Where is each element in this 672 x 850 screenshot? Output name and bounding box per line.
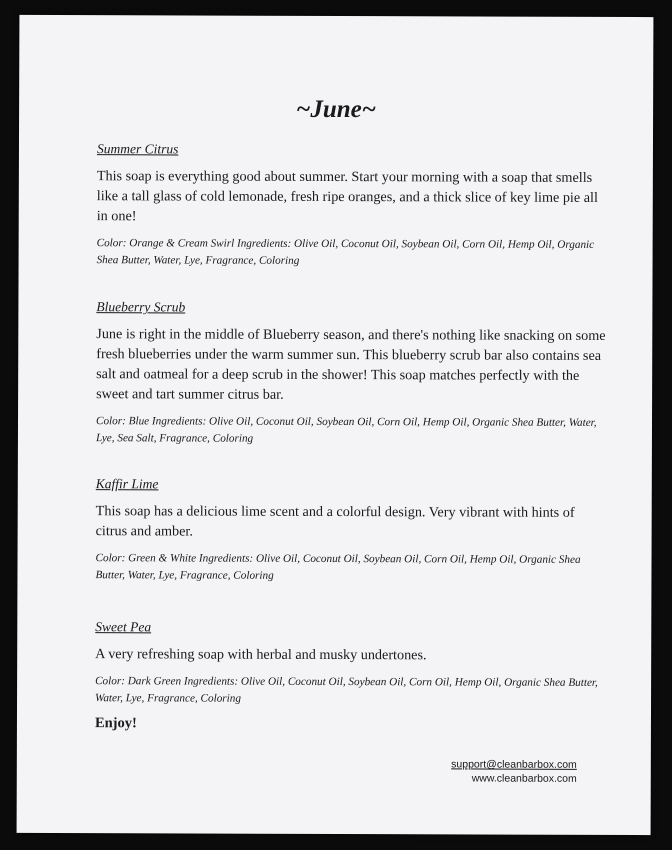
soap-ingredients: Color: Blue Ingredients: Olive Oil, Coconut Oil, Soybean Oil, Corn Oil, Hemp Oil, Organic Shea Butter, Water, Lye, Sea Salt, Fragrance, Coloring: [95, 415, 597, 445]
soap-ingredients: Color: Orange & Cream Swirl Ingredients: Olive Oil, Coconut Oil, Soybean Oil, Corn Oil, Hemp Oil, Organic Shea Butter, Water, Lye, Fragrance, Coloring: [96, 237, 595, 267]
soap-section-summer-citrus: [97, 141, 609, 271]
soap-description: A very refreshing soap with herbal and musky undertones.: [95, 646, 427, 664]
contact-footer: [451, 757, 577, 785]
soap-name: Kaffir Lime: [95, 476, 159, 492]
support-email: support@cleanbarbox.com: [451, 758, 577, 771]
website-url: www.cleanbarbox.com: [471, 772, 577, 785]
soap-section-kaffir-lime: [95, 476, 607, 586]
closing-text: Enjoy!: [94, 715, 137, 732]
soap-section-sweet-pea: [95, 619, 607, 709]
soap-ingredients: Color: Dark Green Ingredients: Olive Oil, Coconut Oil, Soybean Oil, Corn Oil, Hemp Oil, Organic Shea Butter, Water, Lye, Fragrance, Coloring: [95, 675, 598, 705]
soap-section-blueberry-scrub: [96, 299, 609, 449]
printed-page: [17, 15, 654, 835]
soap-name: Summer Citrus: [96, 141, 179, 157]
soap-ingredients: Color: Green & White Ingredients: Olive Oil, Coconut Oil, Soybean Oil, Corn Oil, Hemp Oil, Organic Shea Butter, Water, Lye, Fragrance, Coloring: [95, 552, 581, 582]
soap-name: Sweet Pea: [95, 619, 152, 635]
soap-description: This soap has a delicious lime scent and a colorful design. Very vibrant with hints of citrus and amber.: [95, 503, 575, 540]
soap-name: Blueberry Scrub: [96, 299, 186, 315]
soap-description: June is right in the middle of Blueberry season, and there's nothing like snacking on some fresh blueberries under the warm summer sun. This blueberry scrub bar also contains sea salt and oatmeal for a deep scrub in the shower! This soap matches perfectly with the sweet and tart summer citrus bar.: [96, 326, 606, 403]
soap-description: This soap is everything good about summer. Start your morning with a soap that smells like a tall glass of cold lemonade, fresh ripe oranges, and a thick slice of key lime pie all in one!: [96, 168, 598, 225]
page-title: ~June~: [296, 95, 377, 124]
